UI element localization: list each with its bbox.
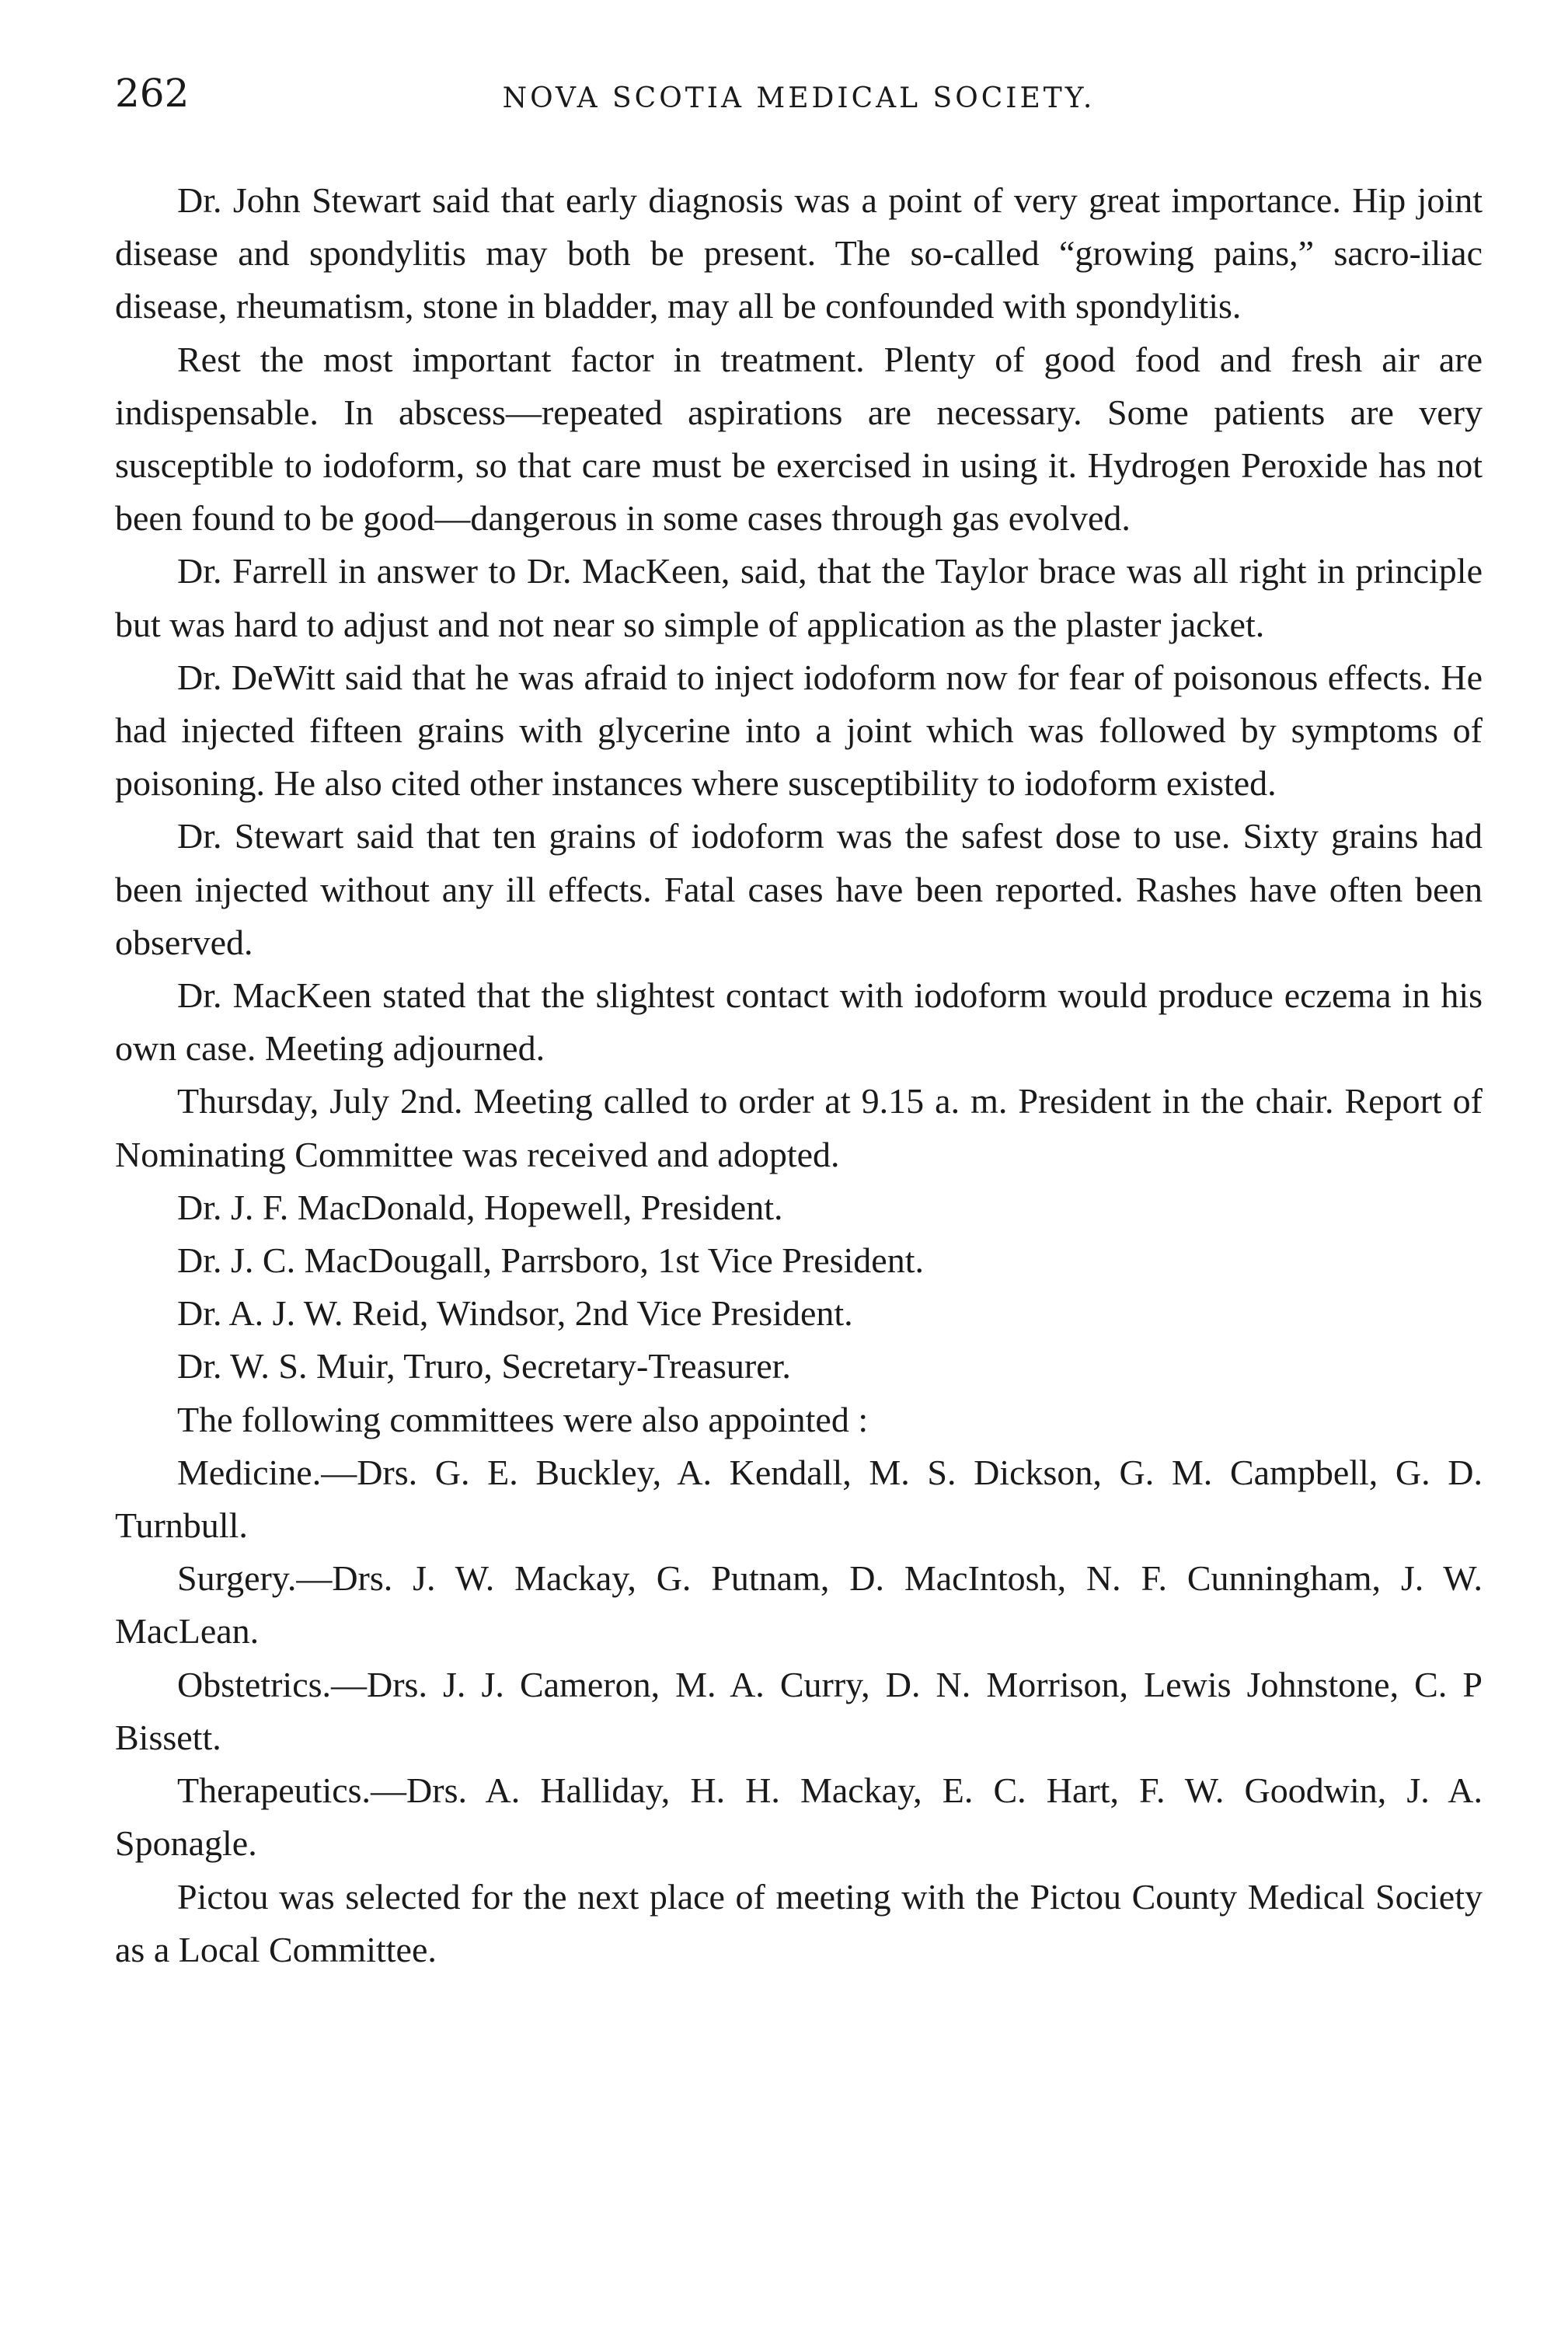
committee-surgery: Surgery.—Drs. J. W. Mackay, G. Putnam, D. MacIntosh, N. F. Cunningham, J. W. MacLean. — [115, 1558, 1483, 1652]
paragraph-rest-treatment: Rest the most important factor in treatment. Plenty of good food and fresh air are indispensable. In abscess—repeated aspirations are necessary. Some patients are very susceptible to iodoform, so that care must be exercised in using it. Hydrogen Peroxide has not been found to be good—dangerous in some cases through gas evolved. — [115, 339, 1483, 539]
officer-secretary-treasurer: Dr. W. S. Muir, Truro, Secretary-Treasurer. — [177, 1346, 791, 1387]
committee-obstetrics: Obstetrics.—Drs. J. J. Cameron, M. A. Curry, D. N. Morrison, Lewis Johnstone, C. P Bissett. — [115, 1664, 1483, 1757]
paragraph-next-meeting: Pictou was selected for the next place of meeting with the Pictou County Medical Society as a Local Committee. — [115, 1876, 1483, 1969]
paragraph-dewitt-iodoform: Dr. DeWitt said that he was afraid to inject iodoform now for fear of poisonous effects. He had injected fifteen grains with glycerine into a joint which was followed by symptoms of poisoning. He also cited other instances where susceptibility to iodoform existed. — [115, 657, 1483, 804]
officer-first-vice-president: Dr. J. C. MacDougall, Parrsboro, 1st Vice President. — [177, 1240, 924, 1281]
body-text — [115, 174, 1483, 1976]
page-header — [115, 70, 1483, 132]
paragraph-stewart-diagnosis: Dr. John Stewart said that early diagnosis was a point of very great importance. Hip joint disease and spondylitis may both be present. The so-called “growing pains,” sacro-iliac disease, rheumatism, stone in bladder, may all be confounded with spondylitis. — [115, 180, 1483, 326]
officer-second-vice-president: Dr. A. J. W. Reid, Windsor, 2nd Vice President. — [177, 1293, 853, 1334]
paragraph-stewart-dose: Dr. Stewart said that ten grains of iodoform was the safest dose to use. Sixty grains had been injected without any ill effects. Fatal cases have been reported. Rashes have often been observed. — [115, 816, 1483, 962]
committees-intro: The following committees were also appointed : — [177, 1399, 869, 1439]
officer-president: Dr. J. F. MacDonald, Hopewell, President. — [177, 1187, 783, 1227]
paragraph-thursday-meeting: Thursday, July 2nd. Meeting called to order at 9.15 a. m. President in the chair. Report of Nominating Committee was received and adopted. — [115, 1081, 1483, 1174]
paragraph-mackeen-eczema: Dr. MacKeen stated that the slightest contact with iodoform would produce eczema in his own case. Meeting adjourned. — [115, 975, 1483, 1069]
paragraph-farrell-brace: Dr. Farrell in answer to Dr. MacKeen, said, that the Taylor brace was all right in principle but was hard to adjust and not near so simple of application as the plaster jacket. — [115, 551, 1483, 644]
committee-medicine: Medicine.—Drs. G. E. Buckley, A. Kendall, M. S. Dickson, G. M. Campbell, G. D. Turnbull. — [115, 1452, 1483, 1546]
running-title: NOVA SCOTIA MEDICAL SOCIETY. — [502, 82, 1096, 114]
page-number: 262 — [115, 71, 190, 116]
committee-therapeutics: Therapeutics.—Drs. A. Halliday, H. H. Mackay, E. C. Hart, F. W. Goodwin, J. A. Sponagle. — [115, 1770, 1483, 1864]
